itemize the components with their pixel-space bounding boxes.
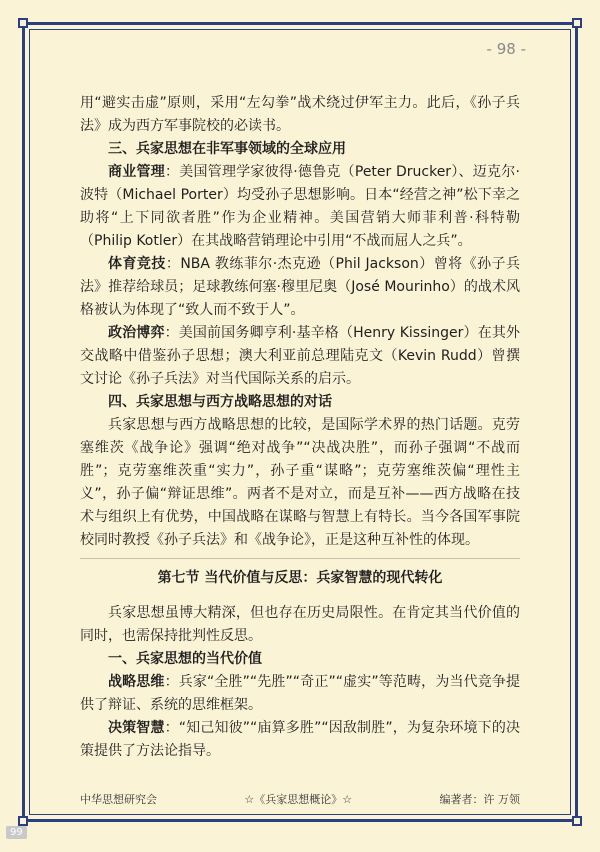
heading-contemporary-value: 一、兵家思想的当代价值 [108,651,262,667]
border-corner-bottom-right [572,816,582,826]
paragraph-sports [80,253,520,322]
section-title-seven: 第七节 当代价值与反思：兵家智慧的现代转化 [157,570,443,586]
border-corner-bottom-left [18,816,28,826]
text-strategy: ：兵家“全胜”“先胜”“奇正”“虚实”等范畴，为当代竞争提供了辩证、系统的思维框架。 [80,674,521,713]
next-page-thumbnail-label[interactable]: 99 [6,826,27,839]
text-politics: ：美国前国务卿亨利·基辛格（Henry Kissinger）在其外交战略中借鉴孙子思想；澳大利亚前总理陆克文（Kevin Rudd）曾撰文讨论《孙子兵法》对当代国际关系的启示。 [80,325,520,387]
text-business: ：美国管理学家彼得·德鲁克（Peter Drucker）、迈克尔·波特（Michael Porter）均受孙子思想影响。日本“经营之神”松下幸之助将“上下同欲者胜”作为企业精神。美国营销大师菲利普·科特勒（Philip Kotler）在其战略营销理论中引用“不战而屈人之兵”。 [80,164,520,249]
term-sports: 体育竞技 [108,256,166,272]
paragraph-strategy [80,671,520,717]
paragraph-politics [80,322,520,391]
term-decision: 决策智慧 [108,720,165,736]
paragraph-business [80,161,520,253]
footer-book-title: ☆《兵家思想概论》☆ [244,793,353,806]
text-decision: ：“知己知彼”“庙算多胜”“因敌制胜”，为复杂环境下的决策提供了方法论指导。 [80,720,520,759]
heading-global-applications: 三、兵家思想在非军事领域的全球应用 [108,141,346,157]
page-footer [80,791,520,807]
term-politics: 政治博弈 [108,325,165,341]
footer-organization: 中华思想研究会 [80,793,157,806]
term-business: 商业管理 [108,164,165,180]
paragraph-intro: 兵家思想虽博大精深，但也存在历史局限性。在肯定其当代价值的同时，也需保持批判性反思。 [80,605,520,644]
section-divider [80,558,520,559]
border-corner-top-left [18,18,28,28]
paragraph-dialogue: 兵家思想与西方战略思想的比较，是国际学术界的热门话题。克劳塞维茨《战争论》强调“绝对战争”“决战决胜”，而孙子强调“不战而胜”；克劳塞维茨重“实力”，孙子重“谋略”；克劳塞维茨偏“理性主义”，孙子偏“辩证思维”。两者不是对立，而是互补——西方战略在技术与组织上有优势，中国战略在谋略与智慧上有特长。当今各国军事院校同时教授《孙子兵法》和《战争论》，正是这种互补性的体现。 [80,417,520,548]
term-strategy: 战略思维 [108,674,165,690]
paragraph-decision [80,717,520,763]
page-body [80,92,520,763]
footer-author: 编著者：许 万领 [439,793,520,806]
paragraph-continuation: 用“避实击虚”原则，采用“左勾拳”战术绕过伊军主力。此后，《孙子兵法》成为西方军事院校的必读书。 [80,95,520,134]
border-corner-top-right [572,18,582,28]
page-number: - 98 - [486,40,526,58]
text-sports: ：NBA 教练菲尔·杰克逊（Phil Jackson）曾将《孙子兵法》推荐给球员；足球教练何塞·穆里尼奥（José Mourinho）的战术风格被认为体现了“致人而不致于人”。 [80,256,521,318]
heading-dialogue-west: 四、兵家思想与西方战略思想的对话 [108,394,332,410]
